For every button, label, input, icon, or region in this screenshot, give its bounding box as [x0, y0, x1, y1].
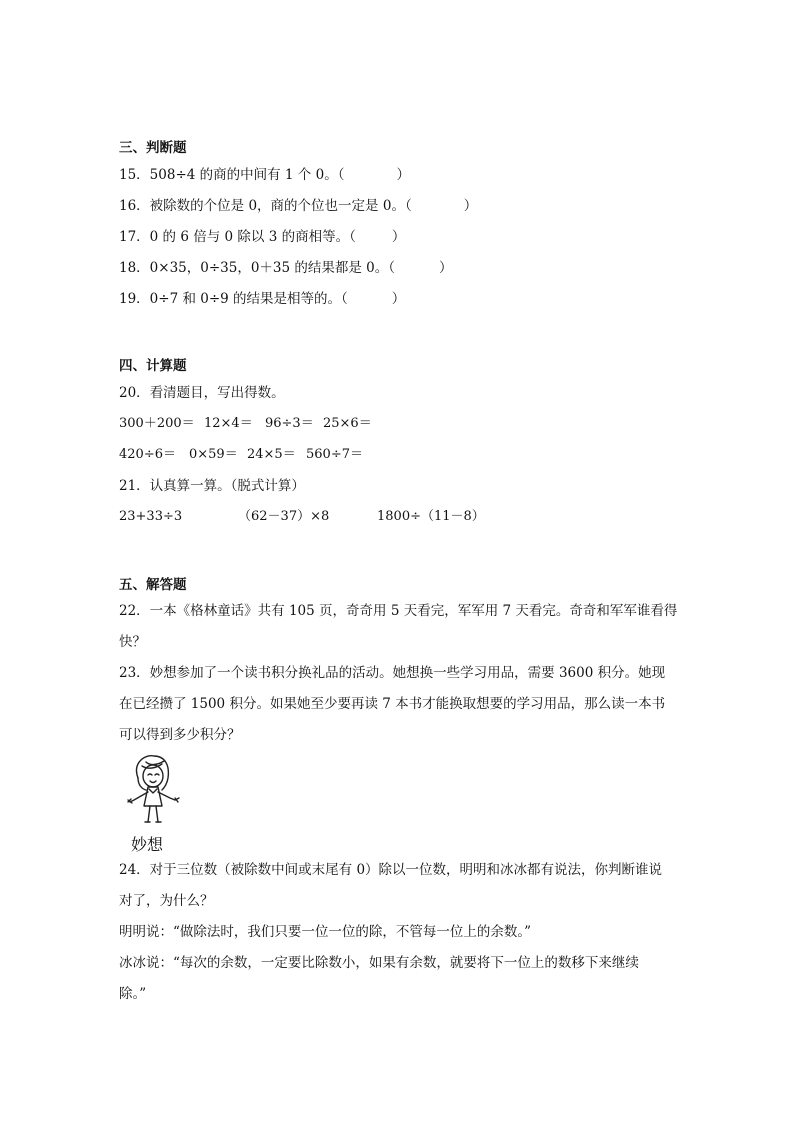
question-text: 15．508÷4 的商的中间有 1 个 0。（	[119, 167, 345, 183]
calc-item: 0×59＝	[189, 447, 238, 462]
question-21: 21．认真算一算。（脱式计算）	[119, 478, 305, 494]
question-24-line: 24．对于三位数（被除数中间或末尾有 0）除以一位数，明明和冰冰都有说法，你判断谁说	[119, 862, 663, 878]
question-24-line: 冰冰说：“每次的余数，一定要比除数小，如果有余数，就要将下一位上的数移下来继续	[119, 955, 639, 971]
section-heading-calculation: 四、计算题	[119, 358, 187, 374]
expression-item: 1800÷（11－8）	[377, 509, 485, 524]
calc-item: 25×6＝	[323, 416, 372, 431]
answer-paren-close: ）	[396, 167, 410, 183]
section-heading-judgement: 三、判断题	[119, 140, 187, 156]
calc-item: 12×4＝	[204, 416, 253, 431]
question-24-line: 明明说：“做除法时，我们只要一位一位的除，不管每一位上的余数。”	[119, 924, 532, 940]
question-20: 20．看清题目，写出得数。	[119, 385, 285, 401]
section-heading-word-problems: 五、解答题	[119, 577, 187, 593]
answer-paren-close: ）	[463, 198, 478, 214]
question-15	[119, 165, 410, 185]
answer-paren-close: ）	[391, 229, 406, 245]
calc-item: 560÷7＝	[306, 447, 363, 462]
question-text: 18．0×35，0÷35，0＋35 的结果都是 0。（	[119, 260, 396, 276]
question-22-line: 快？	[119, 634, 146, 650]
question-23-line: 可以得到多少积分？	[119, 727, 241, 743]
question-text: 19．0÷7 和 0÷9 的结果是相等的。（	[119, 291, 348, 307]
question-text: 16．被除数的个位是 0，商的个位也一定是 0。（	[119, 198, 412, 214]
question-23-line: 23．妙想参加了一个读书积分换礼品的活动。她想换一些学习用品，需要 3600 积分。她现	[119, 665, 666, 681]
question-text: 17．0 的 6 倍与 0 除以 3 的商相等。（	[119, 229, 356, 245]
answer-paren-close: ）	[391, 291, 406, 307]
expression-item: 23+33÷3	[119, 509, 183, 524]
question-18	[119, 258, 453, 278]
question-19	[119, 289, 405, 309]
question-16	[119, 196, 477, 216]
expression-item: （62－37）×8	[238, 509, 330, 524]
figure-caption: 妙想	[131, 835, 164, 854]
calc-item: 420÷6＝	[119, 447, 176, 462]
calc-item: 96÷3＝	[265, 416, 314, 431]
question-23-line: 在已经攒了 1500 积分。如果她至少要再读 7 本书才能换取想要的学习用品，那么读一本书	[119, 696, 666, 712]
question-24-line: 对了，为什么？	[119, 893, 214, 909]
calc-item: 24×5＝	[247, 447, 296, 462]
answer-paren-close: ）	[439, 260, 453, 276]
question-22-line: 22．一本《格林童话》共有 105 页，奇奇用 5 天看完，军军用 7 天看完。奇奇和军军谁看得	[119, 603, 678, 619]
question-17	[119, 227, 405, 247]
calc-item: 300＋200＝	[119, 416, 195, 431]
question-24-line: 除。”	[119, 986, 147, 1002]
